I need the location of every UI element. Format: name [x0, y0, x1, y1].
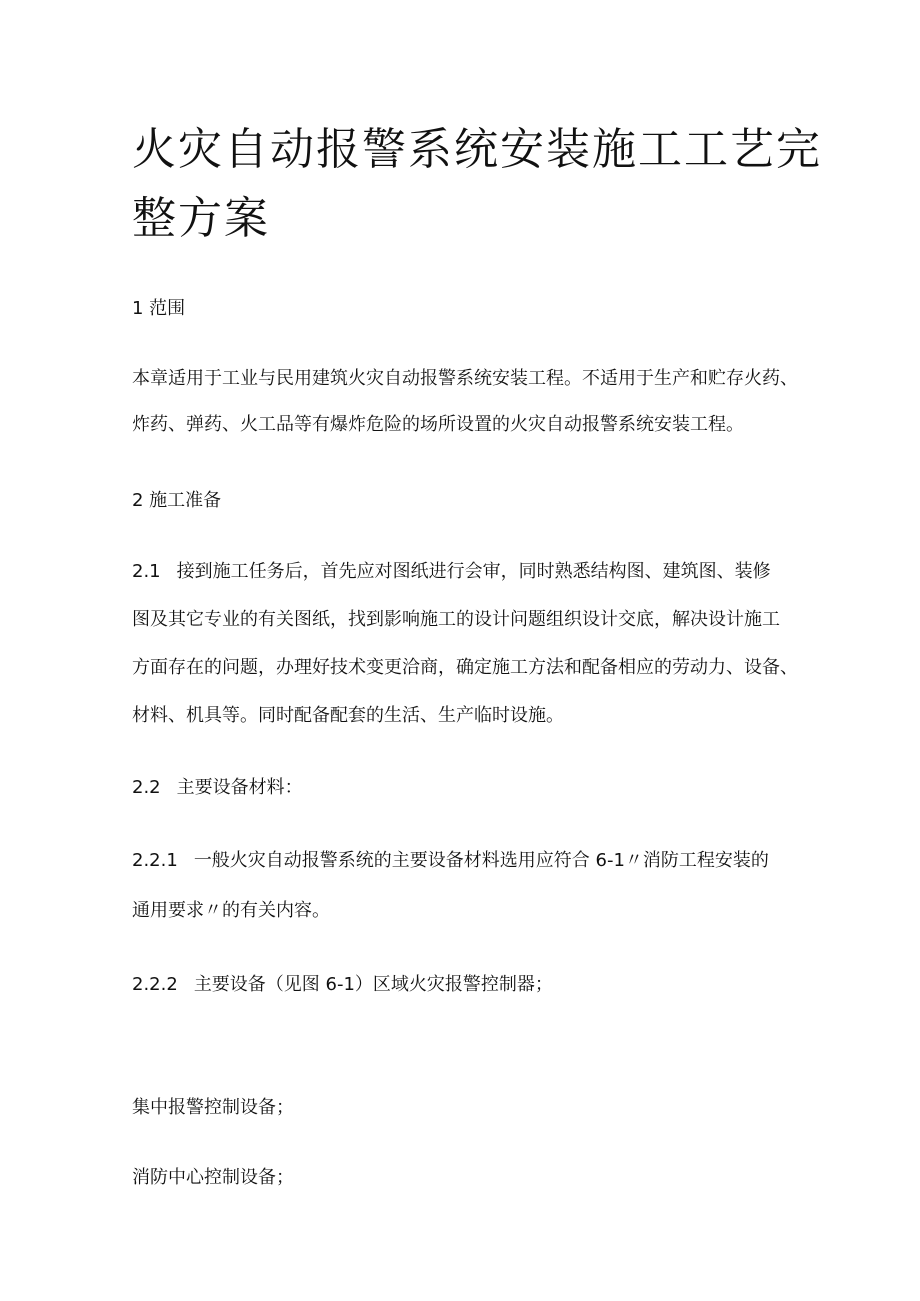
section-1-paragraph-line-2: 炸药、弹药、火工品等有爆炸危险的场所设置的火灾自动报警系统安装工程。 [132, 414, 744, 435]
section-2-2-number: 2.2 [132, 777, 161, 798]
section-2-1-text-line-1: 接到施工任务后，首先应对图纸进行会审，同时熟悉结构图、建筑图、装修 [176, 561, 771, 582]
section-2-1-line-4: 材料、机具等。同时配备配套的生活、生产临时设施。 [132, 705, 564, 726]
section-2-2-1-text-line-1: 一般火灾自动报警系统的主要设备材料选用应符合 6-1〃消防工程安装的 [193, 850, 769, 871]
section-2-1-number: 2.1 [132, 561, 161, 582]
section-2-1-line-2: 图及其它专业的有关图纸，找到影响施工的设计问题组织设计交底，解决设计施工 [132, 609, 780, 630]
section-2-2-text: 主要设备材料： [176, 777, 303, 798]
section-2-2-line [132, 776, 303, 800]
section-1-paragraph-line-1: 本章适用于工业与民用建筑火灾自动报警系统安装工程。不适用于生产和贮存火药、 [132, 368, 798, 389]
section-2-2-1-line-2: 通用要求〃的有关内容。 [132, 900, 330, 921]
section-2-2-2-text: 主要设备（见图 6-1）区域火灾报警控制器； [193, 974, 553, 995]
section-2-2-2-line [132, 973, 553, 997]
document-title-line-1: 火灾自动报警系统安装施工工艺完 [132, 124, 822, 175]
document-title-line-2: 整方案 [132, 193, 270, 244]
equipment-item-fire-control-center: 消防中心控制设备； [132, 1167, 294, 1188]
section-2-1-line-3: 方面存在的问题，办理好技术变更洽商，确定施工方法和配备相应的劳动力、设备、 [132, 657, 798, 678]
equipment-item-centralized-alarm: 集中报警控制设备； [132, 1097, 294, 1118]
section-2-heading: 2 施工准备 [132, 490, 222, 511]
section-2-1-line-1 [132, 560, 771, 584]
section-2-2-2-number: 2.2.2 [132, 974, 178, 995]
section-2-2-1-number: 2.2.1 [132, 850, 178, 871]
section-2-2-1-line-1 [132, 849, 769, 873]
section-1-heading: 1 范围 [132, 298, 186, 319]
